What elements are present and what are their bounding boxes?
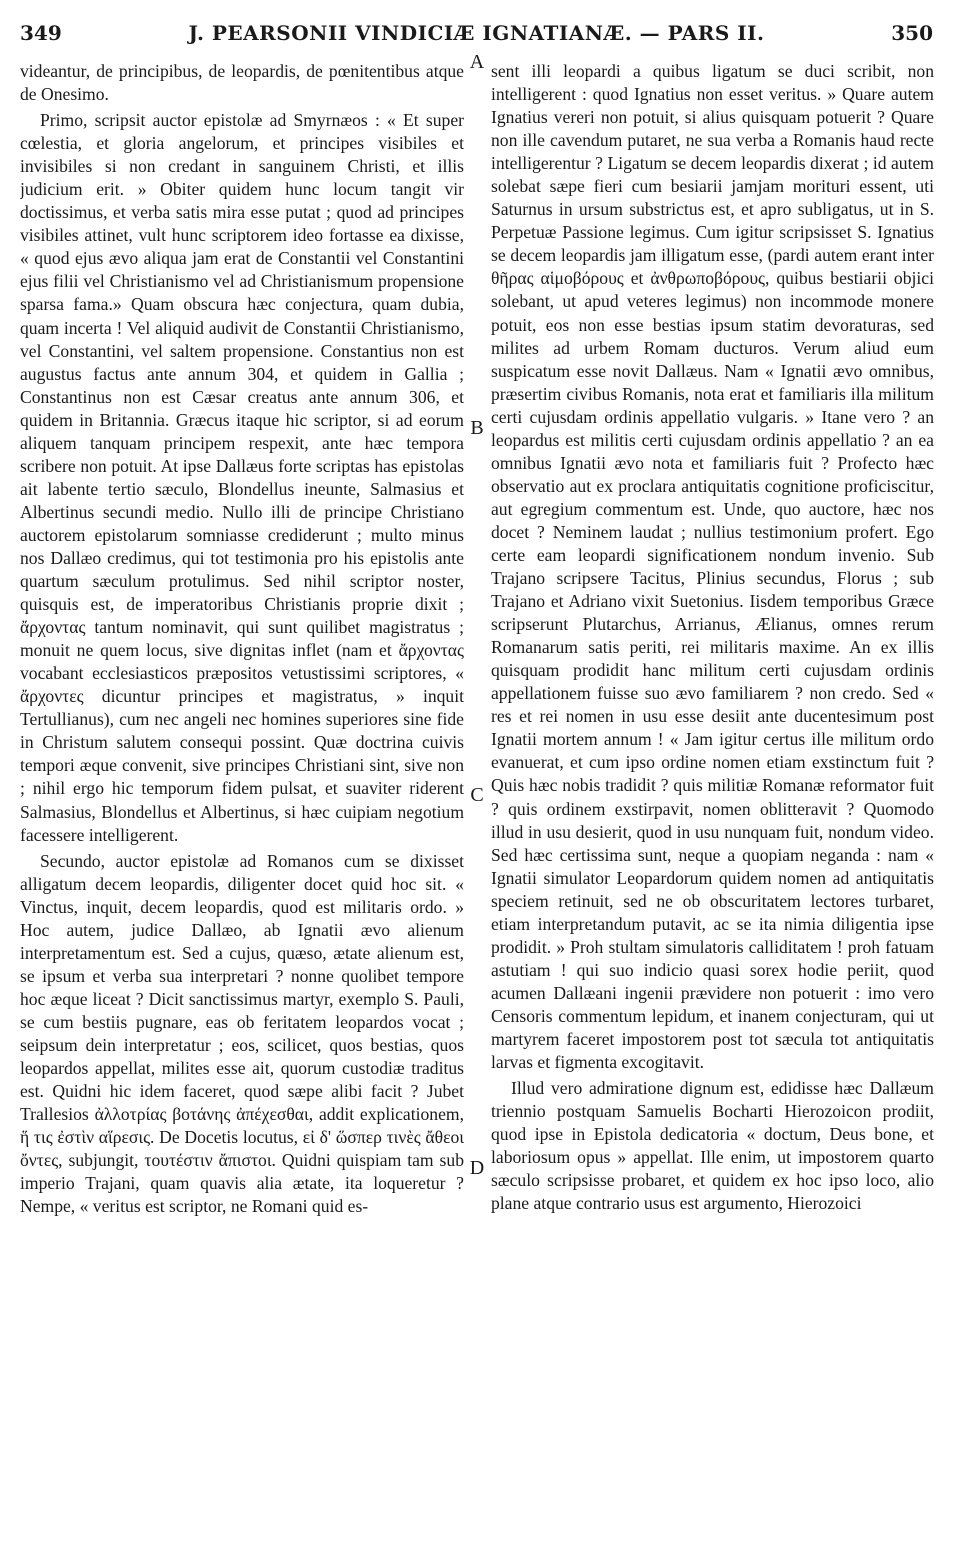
paragraph: videantur, de principibus, de leopardis, de pœnitentibus atque de Onesimo. [20, 61, 464, 105]
paragraph: Illud vero admiratione dignum est, edidisse hæc Dallæum triennio postquam Samuelis Bocharti Hierozoicon prodiit, quod ipse in Epistola dedicatoria « doctum, Deus bone, et laboriosum opus » appellat. Ille enim, ut impostorem quarto sæculo scripsisse probaret, et quidem ex hoc ipso loco, alio plane atque contrario usus est argumento, Hierozoici [491, 1078, 934, 1214]
section-marker-a: A [469, 51, 485, 73]
paragraph: sent illi leopardi a quibus ligatum se duci scribit, non intelligerent : quod Ignatius non esset veritus. » Quare autem Ignatius vereri non potuit, si alius quisquam potuerit ? Quare non ille cavendum putaret, ne sua verba a Romanis haud recte intelligerentur ? Ligatum se decem leopardis dixerat ; id autem solebat sæpe fieri cum besiarii jamjam morituri essent, uti Saturnus in ursum substrictus est, et apro subligatus, ut in S. Perpetuæ Passione legimus. Cum igitur scripsisset S. Ignatius se decem leopardis jam illigatum esse, (pardi autem erant inter θῆρας αἱμοβόρους et ἀνθρωποβόρους, quibus bestiarii objici solebant, ut apud veteres legimus) non incommode monere potuit, eos non esse bestias ipsum statim devoraturas, sed milites ad urbem Romam ducturos. Verum aliud eum suspicatum esse novit Dallæus. Nam « Ignatii ævo omnibus, præsertim civibus Romanis, nota erat et familiaris illa militum certi cujusdam ordinis appellatio vulgaris. » Itane vero ? an leopardus est militis certi cujusdam ordinis appellatio ? an ea omnibus Ignatii ævo nota et familiaris fuit ? Profecto hæc observatio aut ex proclara antiquitatis cognitione proficiscitur, aut egregium commentum est. Unde, quo auctore, hæc nos docet ? Neminem laudat ; nullius testimonium profert. Ego certe eam leopardi significationem nondum invenio. Sub Trajano scripsere Tacitus, Plinius secundus, Florus ; sub Trajano et Adriano vixit Suetonius. Iisdem temporibus Græce scripserunt Plutarchus, Arrianus, Ælianus, omnes rerum Romanarum satis periti, rei militaris maxime. An ex illis quisquam prodidit hanc militum certi cujusdam ordinis appellationem fuisse suo ævo familiarem ? non credo. Sed « res et rei nomen in usu esse desiit ante ducentesimum post Ignatii mortem annum ! « Jam igitur certus ille militum ordo evanuerat, et cum ipso ordine nomen etiam exstinctum fuit ? Quis hæc nobis tradidit ? quis militiæ Romanæ reformator fuit ? quis ordinem exstirpavit, nomen oblitteravit ? Quomodo illud in usu desierit, quod in usu nunquam fuit, nondum video. Sed hæc certissima sunt, neque a quopiam neganda : nam « Ignatii simulator Leopardorum quidem nomen ad antiquitatis speciem retinuit, sed ne ob obscuritatem lectores turbaret, etiam interpretandum putavit, ac se ita nimia diligentia ipse prodidit. » Proh stultam simulatoris calliditatem ! proh fatuam astutiam ! qui suo indicio quasi sorex hodie periit, quod acumen Dallæani ingenii prævidere non potuerit : imo vero Censoris commentum lepidum, et inanem conjecturam, qui ut martyrem faceret impostorem post tot sæcula tot antiquitatis larvas et figmenta excogitavit. [491, 61, 934, 1073]
right-column [491, 60, 934, 1550]
left-column [20, 60, 464, 1550]
section-marker-b: B [470, 417, 484, 439]
section-marker-d: D [469, 1157, 485, 1179]
paragraph: Primo, scripsit auctor epistolæ ad Smyrnæos : « Et super cœlestia, et gloria angelorum, et principes visibiles et invisibiles si non credant in sanguinem Christi, et illis judicium erit. » Obiter quidem hunc locum tangit vir doctissimus, et verba satis mira esse putat ; quod ad principes visibiles attinet, vult hunc scriptorem ideo fortasse ea dixisse, « quod ejus ævo aliqua jam erat de Constantii vel Constantini ejus filii vel Christianismo vel ad Christianismum propensione sparsa fama.» Quam obscura hæc conjectura, quam dubia, quam incerta ! Vel aliquid audivit de Constantii Christianismo, vel Constantini, vel saltem propensione. Constantius non est augustus factus ante annum 304, et quidem in Gallia ; Constantinus non est Cæsar creatus ante annum 306, et quidem in Britannia. Græcus itaque hic scriptor, si ad eorum aliquem tanquam principem respexit, ante hæc tempora scribere non potuit. At ipse Dallæus forte scriptas has epistolas ait labente tertio sæculo, Blondellus ineunte, Salmasius et Albertinus secundi medio. Nullo illi de principe Christiano auctorem epistolarum somniasse crediderunt ; multo minus nos Dallæo credimus, qui tot testimonia pro his epistolis ante quartum sæculum protulimus. Sed nihil scriptor noster, quisquis est, de imperatoribus Christianis proprie dixit ; ἄρχοντας tantum nominavit, qui sunt quilibet magistratus ; monuit ne quem locus, sive dignitas inflet (nam et ἄρχοντας vocabant ecclesiasticos præpositos vetustissimi scriptores, « ἄρχοντες dicuntur principes et magistratus, » inquit Tertullianus), cum nec angeli nec homines superiores sine fide in Christum salutem consequi possint. Quæ doctrina cuivis tempori æque convenit, sive principes Christiani sint, sive non ; nihil ergo hic temporum fidem pulsat, et suaviter riderent Salmasius, Blondellus et Albertinus, si hæc cuipiam negotium facessere intelligerent. [20, 110, 464, 845]
running-title: J. PEARSONII VINDICIÆ IGNATIANÆ. — PARS II. [188, 21, 765, 45]
page-number-left: 349 [20, 21, 62, 45]
section-marker-c: C [470, 784, 484, 806]
page-number-right: 350 [891, 21, 933, 45]
running-header [20, 18, 933, 48]
paragraph: Secundo, auctor epistolæ ad Romanos cum se dixisset alligatum decem leopardis, diligenter docet quid hoc sit. « Vinctus, inquit, decem leopardis, quod est militaris ordo. » Hoc autem, judice Dallæo, ab Ignatii ævo alienum interpretamentum est. Sed a cujus, quæso, ætate alienum est, se ipsum et verba sua interpretari ? nonne quolibet tempore hoc æque liceat ? Dicit sanctissimus martyr, exemplo S. Pauli, se cum bestiis pugnare, eas ob feritatem leopardos vocat ; seipsum dein interpretatur ; eos, scilicet, quos bestias, quos leopardos appellat, milites esse ait, quorum custodiæ traditus est. Quidni hic idem faceret, quod sæpe alibi facit ? Jubet Trallesios ἀλλοτρίας βοτάνης ἀπέχεσθαι, addit explicationem, ἥ τις ἐστὶν αἵρεσις. De Docetis locutus, εἰ δ' ὥσπερ τινὲς ἄθεοι ὄντες, subjungit, τουτέστιν ἄπιστοι. Quidni quispiam tam sub imperio Trajani, quam quavis alia ætate, ita loqueretur ? Nempe, « veritus est scriptor, ne Romani quid es- [20, 850, 464, 1217]
